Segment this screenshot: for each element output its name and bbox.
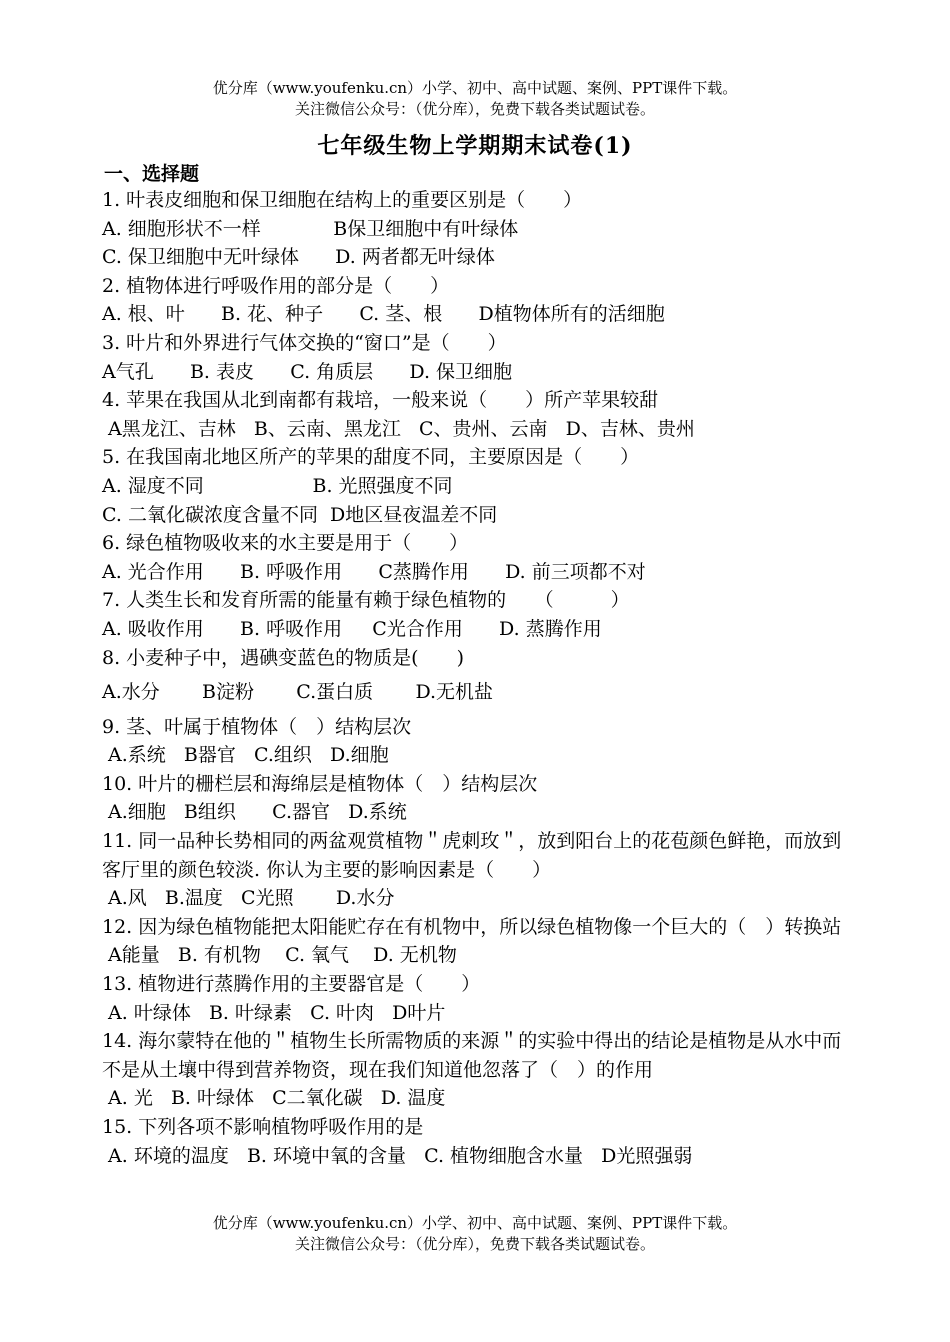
question-text: 14. 海尔蒙特在他的＂植物生长所需物质的来源＂的实验中得出的结论是植物是从水中而不是从土壤中得到营养物资，现在我们知道他忽落了（ ）的作用 <box>102 1030 842 1081</box>
question-text: 8. 小麦种子中，遇碘变蓝色的物质是( ) <box>102 646 464 669</box>
header-line-2: 关注微信公众号：（优分库），免费下载各类试题试卷。 <box>294 100 655 118</box>
question-text: 6. 绿色植物吸收来的水主要是用于（ ） <box>102 532 469 555</box>
question-options: A黑龙江、吉林 B、云南、黑龙江 C、贵州、云南 D、吉林、贵州 <box>102 417 695 440</box>
question-text: 1. 叶表皮细胞和保卫细胞在结构上的重要区别是（ ） <box>102 189 583 211</box>
question-options: A. 湿度不同 B. 光照强度不同 <box>102 474 453 497</box>
question-options: A. 光 B. 叶绿体 C二氧化碳 D. 温度 <box>102 1087 446 1110</box>
question-text: 4. 苹果在我国从北到南都有栽培，一般来说（ ）所产苹果较甜 <box>102 389 659 412</box>
question-8 <box>102 644 854 707</box>
question-1 <box>102 186 854 272</box>
question-options: A. 光合作用 B. 呼吸作用 C蒸腾作用 D. 前三项都不对 <box>102 560 646 583</box>
header-banner <box>0 78 950 120</box>
question-3 <box>102 329 854 386</box>
question-text: 3. 叶片和外界进行气体交换的“窗口”是（ ） <box>102 331 507 354</box>
question-15 <box>102 1113 854 1170</box>
header-line-1: 优分库（www.youfenku.cn）小学、初中、高中试题、案例、PPT课件下载。 <box>212 79 738 97</box>
question-options: A.水分 B淀粉 C.蛋白质 D.无机盐 <box>102 681 494 704</box>
footer-line-1: 优分库（www.youfenku.cn）小学、初中、高中试题、案例、PPT课件下载。 <box>212 1214 738 1232</box>
question-6 <box>102 529 854 586</box>
question-7 <box>102 586 854 643</box>
question-text: 9. 茎、叶属于植物体（ ）结构层次 <box>102 715 412 738</box>
question-options: C. 二氧化碳浓度含量不同 D地区昼夜温差不同 <box>102 503 498 526</box>
question-12 <box>102 913 854 970</box>
question-text: 12. 因为绿色植物能把太阳能贮存在有机物中，所以绿色植物像一个巨大的（ ）转换站 <box>102 915 842 938</box>
question-11 <box>102 827 854 913</box>
question-5 <box>102 443 854 529</box>
question-9 <box>102 713 854 770</box>
page-title: 七年级生物上学期期末试卷(1) <box>317 133 633 159</box>
question-text: 15. 下列各项不影响植物呼吸作用的是 <box>102 1116 424 1138</box>
question-text: 10. 叶片的栅栏层和海绵层是植物体（ ）结构层次 <box>102 772 538 795</box>
question-13 <box>102 970 854 1027</box>
question-text: 5. 在我国南北地区所产的苹果的甜度不同，主要原因是（ ） <box>102 446 640 469</box>
section-heading: 一、选择题 <box>104 163 200 185</box>
question-options: A能量 B. 有机物 C. 氧气 D. 无机物 <box>102 944 457 967</box>
question-list <box>102 186 854 1170</box>
question-options: A. 根、叶 B. 花、种子 C. 茎、根 D植物体所有的活细胞 <box>102 303 665 326</box>
footer-line-2: 关注微信公众号：（优分库），免费下载各类试题试卷。 <box>294 1235 655 1253</box>
question-text: 2. 植物体进行呼吸作用的部分是（ ） <box>102 274 450 297</box>
question-options: A. 细胞形状不一样 B保卫细胞中有叶绿体 <box>102 217 519 240</box>
footer-banner <box>0 1213 950 1255</box>
question-options: A. 叶绿体 B. 叶绿素 C. 叶肉 D叶片 <box>102 1001 446 1024</box>
question-options: A.风 B.温度 C光照 D.水分 <box>102 887 395 910</box>
question-options: A. 吸收作用 B. 呼吸作用 C光合作用 D. 蒸腾作用 <box>102 617 602 640</box>
question-options: C. 保卫细胞中无叶绿体 D. 两者都无叶绿体 <box>102 246 495 269</box>
question-text: 13. 植物进行蒸腾作用的主要器官是（ ） <box>102 973 481 996</box>
question-10 <box>102 770 854 827</box>
question-options: A.系统 B器官 C.组织 D.细胞 <box>102 744 389 767</box>
question-options: A气孔 B. 表皮 C. 角质层 D. 保卫细胞 <box>102 360 513 383</box>
question-options: A.细胞 B组织 C.器官 D.系统 <box>102 801 407 824</box>
question-4 <box>102 386 854 443</box>
question-text: 11. 同一品种长势相同的两盆观赏植物＂虎刺玫＂，放到阳台上的花苞颜色鲜艳，而放到客厅里的颜色较淡. 你认为主要的影响因素是（ ） <box>102 830 842 881</box>
question-options: A. 环境的温度 B. 环境中氧的含量 C. 植物细胞含水量 D光照强弱 <box>102 1144 693 1167</box>
question-text: 7. 人类生长和发育所需的能量有赖于绿色植物的 （ ） <box>102 589 630 612</box>
question-14 <box>102 1027 854 1113</box>
question-2 <box>102 272 854 329</box>
